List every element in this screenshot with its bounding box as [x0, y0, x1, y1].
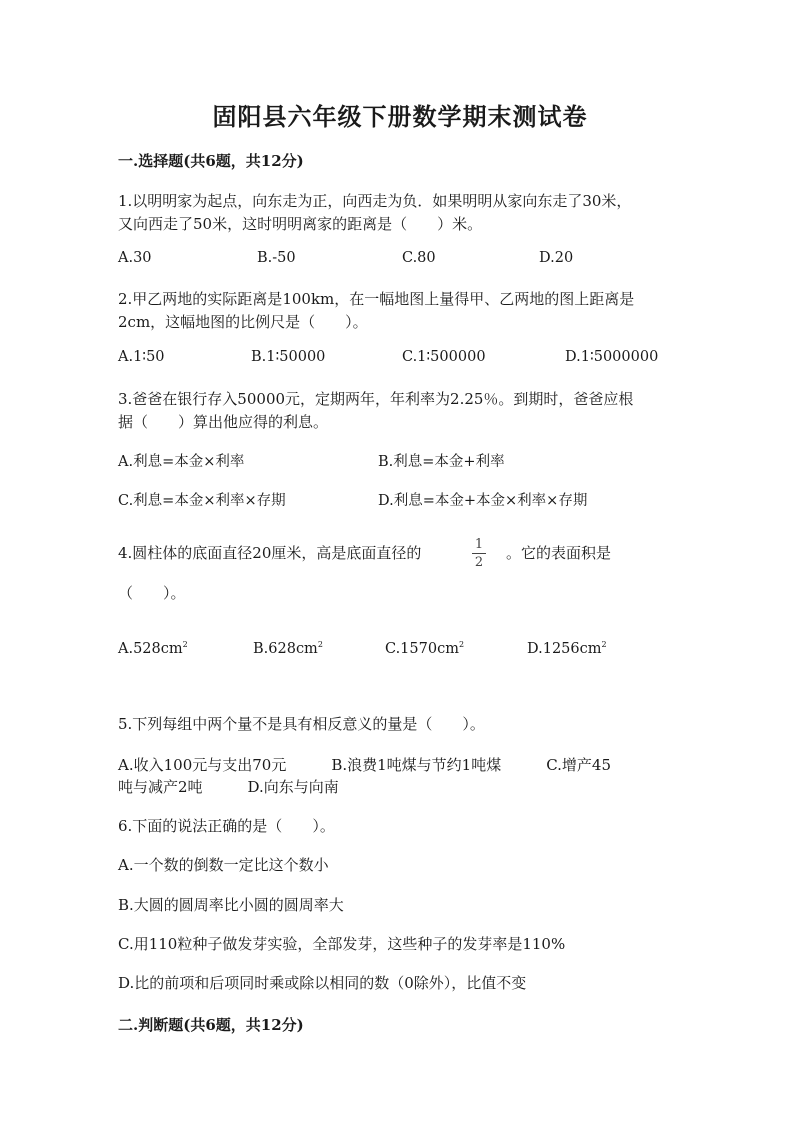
question-4-option-d-text: D.1256cm [527, 640, 602, 657]
square-superscript: 2 [601, 640, 607, 649]
question-1-option-c: C.80 [402, 250, 436, 266]
section-heading-choice: 一.选择题(共6题，共12分) [118, 152, 304, 170]
question-5-line-1: 5.下列每组中两个量不是具有相反意义的量是（ ）。 [118, 715, 485, 733]
question-2-option-a: A.1∶50 [118, 349, 165, 365]
question-3-option-a: A.利息=本金×利率 [118, 454, 245, 470]
question-6-option-c: C.用110粒种子做发芽实验，全部发芽，这些种子的发芽率是110% [118, 935, 566, 953]
question-6-option-a: A.一个数的倒数一定比这个数小 [118, 856, 329, 874]
question-1-option-d: D.20 [539, 250, 574, 266]
question-5-line-2: A.收入100元与支出70元 B.浪费1吨煤与节约1吨煤 C.增产45 [118, 756, 611, 774]
question-4-option-d [527, 640, 607, 657]
question-6-option-b: B.大圆的圆周率比小圆的圆周率大 [118, 896, 344, 914]
question-2-option-b: B.1∶50000 [251, 349, 326, 365]
question-4-option-a [118, 640, 188, 657]
question-2-line-2: 2cm，这幅地图的比例尺是（ ）。 [118, 313, 368, 331]
question-4-option-b-text: B.628cm [253, 640, 318, 657]
question-6-option-d: D.比的前项和后项同时乘或除以相同的数（0除外），比值不变 [118, 974, 527, 992]
question-5-line-3: 吨与减产2吨 D.向东与向南 [118, 778, 339, 796]
question-4-option-c-text: C.1570cm [385, 640, 459, 657]
question-4-line-1b: 。它的表面积是 [506, 544, 612, 562]
fraction-numerator: 1 [474, 537, 484, 552]
question-1-line-1: 1.以明明家为起点，向东走为正，向西走为负．如果明明从家向东走了30米， [118, 192, 632, 210]
fraction-one-half [472, 538, 486, 569]
question-2-line-1: 2.甲乙两地的实际距离是100km，在一幅地图上量得甲、乙两地的图上距离是 [118, 290, 635, 308]
question-4-option-a-text: A.528cm [118, 640, 183, 657]
square-superscript: 2 [182, 640, 188, 649]
question-4-line-1a: 4.圆柱体的底面直径20厘米，高是底面直径的 [118, 544, 422, 562]
square-superscript: 2 [458, 640, 465, 649]
question-3-line-1: 3.爸爸在银行存入50000元，定期两年，年利率为2.25％。到期时，爸爸应根 [118, 390, 634, 408]
question-2-option-c: C.1∶500000 [402, 349, 486, 365]
section-heading-judgement: 二.判断题(共6题，共12分) [118, 1016, 304, 1034]
square-superscript: 2 [317, 640, 323, 649]
question-4-line-2: （ ）。 [118, 584, 186, 602]
question-1-option-b: B.-50 [257, 250, 296, 266]
question-4-option-b [253, 640, 323, 657]
question-2-option-d: D.1∶5000000 [565, 349, 659, 365]
fraction-bar [472, 553, 486, 554]
question-3-option-c: C.利息=本金×利率×存期 [118, 493, 286, 509]
question-4-option-c [385, 640, 464, 657]
question-1-line-2: 又向西走了50米，这时明明离家的距离是（ ）米。 [118, 215, 483, 233]
question-1-option-a: A.30 [118, 250, 152, 266]
page-title: 固阳县六年级下册数学期末测试卷 [212, 102, 588, 131]
question-3-option-d: D.利息=本金+本金×利率×存期 [378, 493, 588, 509]
question-3-option-b: B.利息=本金+利率 [378, 454, 505, 470]
question-6-line-1: 6.下面的说法正确的是（ ）。 [118, 817, 335, 835]
fraction-denominator: 2 [474, 555, 484, 570]
question-3-line-2: 据（ ）算出他应得的利息。 [118, 413, 329, 431]
